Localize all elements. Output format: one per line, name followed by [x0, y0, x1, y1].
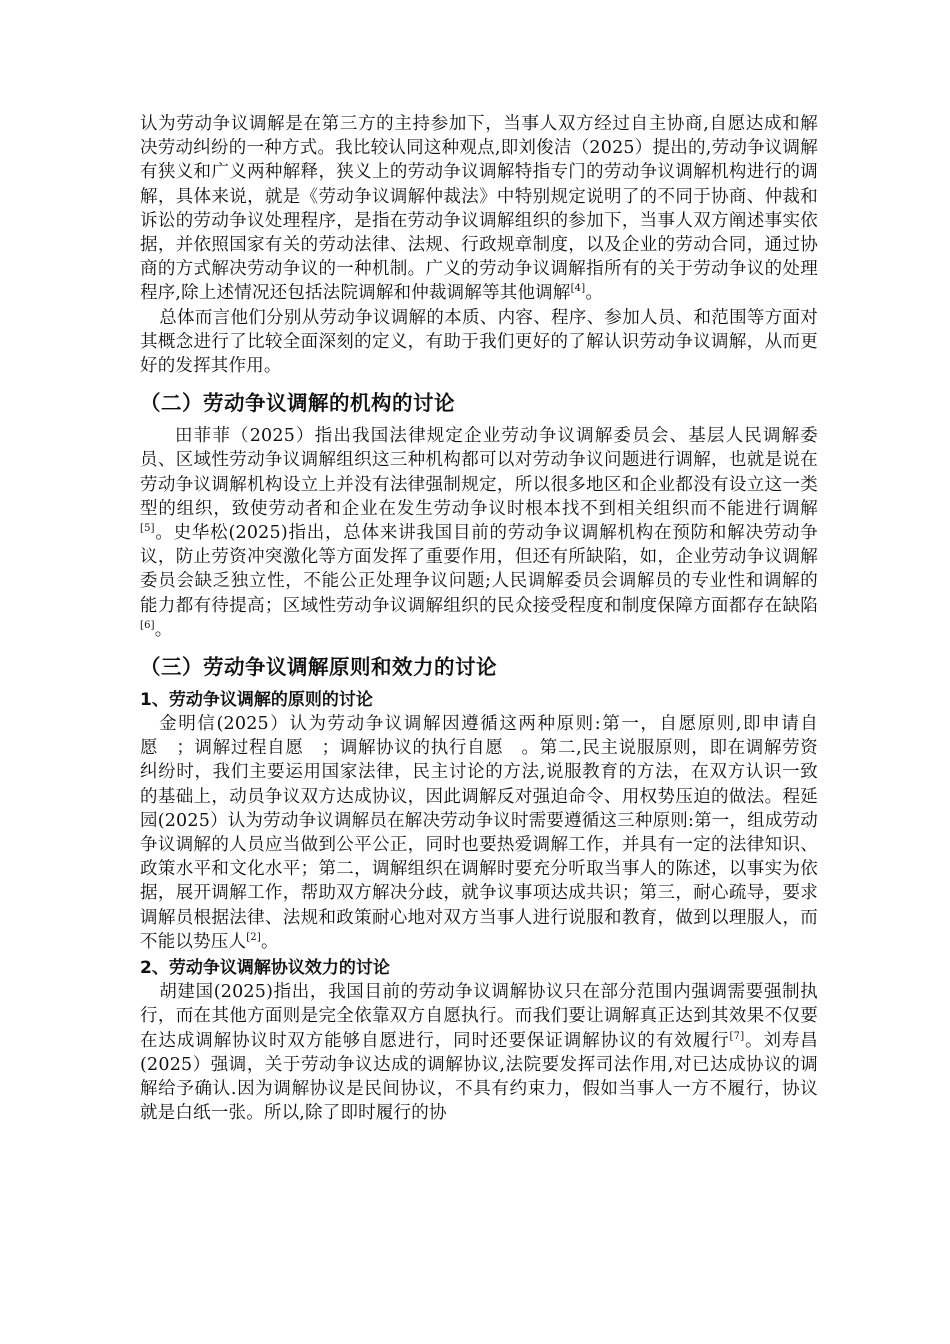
paragraph-institutions: 田菲菲（2025）指出我国法律规定企业劳动争议调解委员会、基层人民调解委员、区域性劳动争议调解组织这三种机构都可以对劳动争议问题进行调解，也就是说在劳动争议调解机构设立上并没有法律强制规定，所以很多地区和企业都没有设立这一类型的组织，致使劳动者和企业在发生劳动争议时根本找不到相关组织而不能进行调解[5]。史华松(2025)指出，总体来讲我国目前的劳动争议调解机构在预防和解决劳动争议，防止劳资冲突激化等方面发挥了重要作用，但还有所缺陷，如，企业劳动争议调解委员会缺乏独立性，不能公正处理争议问题;人民调解委员会调解员的专业性和调解的能力都有待提高；区域性劳动争议调解组织的民众接受程度和制度保障方面都存在缺陷[6]。 [140, 426, 818, 640]
heading-subsection-1: 1、劳动争议调解的原则的讨论 [140, 690, 373, 711]
citation-7: [7] [729, 1030, 745, 1042]
paragraph-principles: 金明信(2025）认为劳动争议调解因遵循这两种原则:第一，自愿原则,即申请自愿 ；调解过程自愿 ；调解协议的执行自愿 。第二,民主说服原则，即在调解劳资纠纷时，我们主要运用国家法律，民主讨论的方法,说服教育的方法，在双方认识一致的基础上，动员争议双方达成协议，因此调解反对强迫命令、用权势压迫的做法。程延园(2025）认为劳动争议调解员在解决劳动争议时需要遵循这三种原则:第一，组成劳动争议调解的人员应当做到公平公正，同时也要热爱调解工作，并具有一定的法律知识、政策水平和文化水平；第二，调解组织在调解时要充分听取当事人的陈述，以事实为依据，展开调解工作，帮助双方解决分歧，就争议事项达成共识；第三，耐心疏导，要求调解员根据法律、法规和政策耐心地对双方当事人进行说服和教育，做到以理服人，而不能以势压人[2]。 [140, 714, 818, 952]
heading-subsection-2: 2、劳动争议调解协议效力的讨论 [140, 958, 390, 979]
paragraph-definition: 认为劳动争议调解是在第三方的主持参加下，当事人双方经过自主协商,自愿达成和解决劳动纠纷的一种方式。我比较认同这种观点,即刘俊洁（2025）提出的,劳动争议调解有狭义和广义两种解释，狭义上的劳动争议调解特指专门的劳动争议调解机构进行的调解，具体来说，就是《劳动争议调解仲裁法》中特别规定说明了的不同于协商、仲裁和诉讼的劳动争议处理程序，是指在劳动争议调解组织的参加下，当事人双方阐述事实依据，并依照国家有关的劳动法律、法规、行政规章制度，以及企业的劳动合同，通过协商的方式解决劳动争议的一种机制。广义的劳动争议调解指所有的关于劳动争议的处理程序,除上述情况还包括法院调解和仲裁调解等其他调解[4]。 [140, 114, 818, 304]
heading-section-2: （二）劳动争议调解的机构的讨论 [140, 391, 455, 416]
document-page [140, 112, 818, 1125]
citation-4: [4] [570, 283, 586, 295]
paragraph-summary: 总体而言他们分别从劳动争议调解的本质、内容、程序、参加人员、和范围等方面对其概念进行了比较全面深刻的定义，有助于我们更好的了解认识劳动争议调解，从而更好的发挥其作用。 [140, 307, 818, 377]
heading-section-3: （三）劳动争议调解原则和效力的讨论 [140, 655, 497, 680]
citation-6: [6] [140, 620, 155, 632]
citation-2: [2] [246, 932, 261, 944]
citation-5: [5] [140, 523, 155, 535]
paragraph-effectiveness: 胡建国(2025)指出，我国目前的劳动争议调解协议只在部分范围内强调需要强制执行，而在其他方面则是完全依靠双方自愿执行。而我们要让调解真正达到其效果不仅要在达成调解协议时双方能够自愿进行，同时还要保证调解协议的有效履行[7]。刘寿昌(2025）强调，关于劳动争议达成的调解协议,法院要发挥司法作用,对已达成协议的调解给予确认.因为调解协议是民间协议，不具有约束力，假如当事人一方不履行，协议就是白纸一张。所以,除了即时履行的协 [140, 982, 818, 1124]
